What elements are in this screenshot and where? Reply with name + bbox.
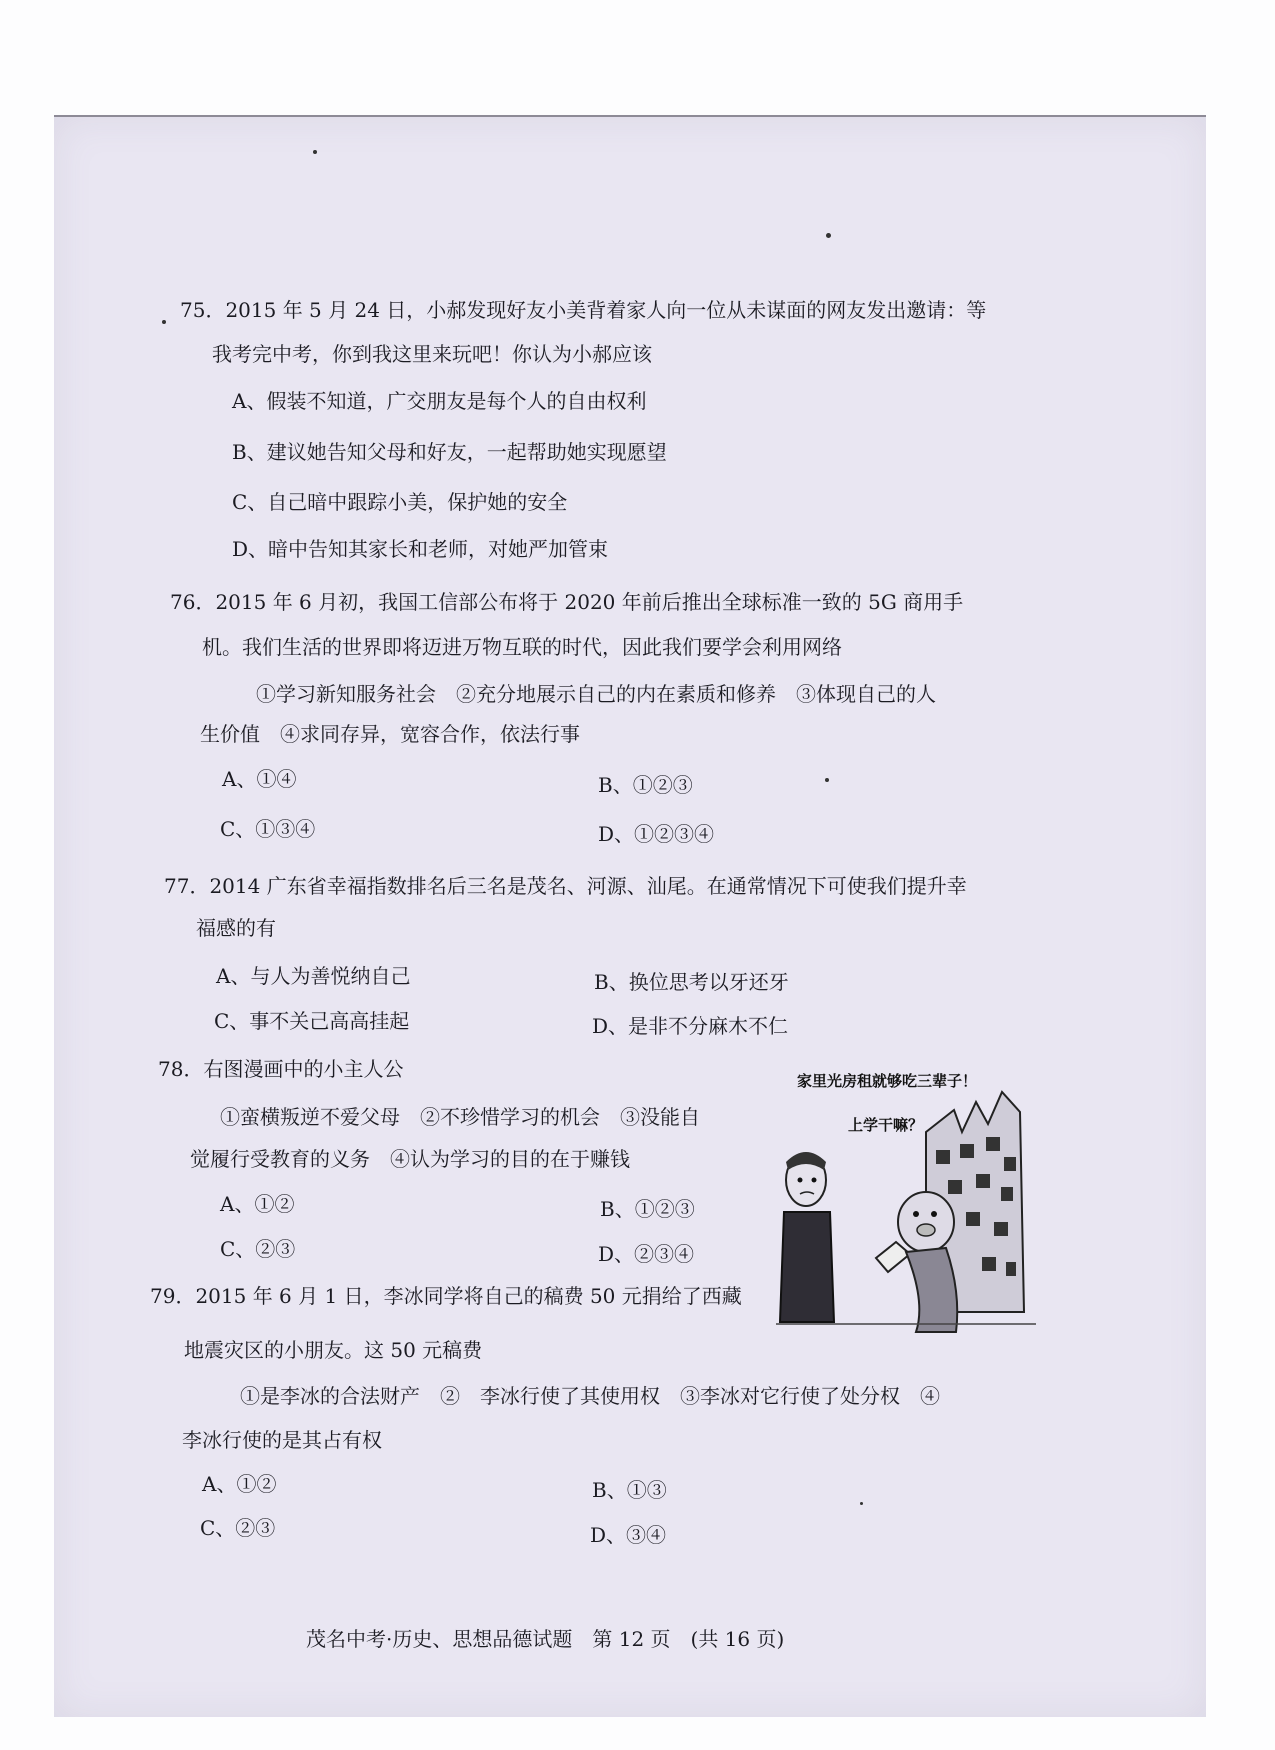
q78-option-b: B、①②③	[600, 1197, 695, 1221]
q79-option-a: A、①②	[202, 1472, 277, 1496]
q75-line-2: 我考完中考，你到我这里来玩吧！你认为小郝应该	[212, 342, 652, 366]
scan-speck	[860, 1502, 863, 1505]
q78-option-a: A、①②	[220, 1192, 295, 1216]
q76-option-b: B、①②③	[598, 773, 693, 797]
q79-line-2: 地震灾区的小朋友。这 50 元稿费	[184, 1338, 483, 1362]
q76-option-d: D、①②③④	[598, 822, 715, 846]
q76-line-2: 机。我们生活的世界即将迈进万物互联的时代，因此我们要学会利用网络	[202, 635, 842, 659]
q77-option-b: B、换位思考以牙还牙	[594, 970, 789, 994]
q75-line-1: 75．2015 年 5 月 24 日，小郝发现好友小美背着家人向一位从未谋面的网友发出邀请：等	[180, 298, 987, 322]
q78-option-c: C、②③	[220, 1237, 296, 1261]
q78-line-3: 觉履行受教育的义务 ④认为学习的目的在于赚钱	[190, 1147, 630, 1171]
q78-option-d: D、②③④	[598, 1242, 695, 1266]
q79-option-b: B、①③	[592, 1478, 667, 1502]
scan-speck	[825, 778, 829, 782]
q79-line-1: 79．2015 年 6 月 1 日，李冰同学将自己的稿费 50 元捐给了西藏	[150, 1284, 742, 1308]
q75-option-d: D、暗中告知其家长和老师，对她严加管束	[232, 537, 609, 561]
scan-speck	[313, 150, 317, 154]
q79-option-d: D、③④	[590, 1523, 667, 1547]
scan-speck	[826, 233, 831, 238]
q77-option-c: C、事不关己高高挂起	[214, 1009, 410, 1033]
cartoon-drawing	[776, 1062, 1038, 1352]
q76-line-4: 生价值 ④求同存异，宽容合作，依法行事	[200, 722, 580, 746]
q75-option-b: B、建议她告知父母和好友，一起帮助她实现愿望	[232, 440, 667, 464]
q75-option-a: A、假装不知道，广交朋友是每个人的自由权利	[232, 389, 647, 413]
q79-line-3: ①是李冰的合法财产 ② 李冰行使了其使用权 ③李冰对它行使了处分权 ④	[240, 1384, 940, 1408]
q79-line-4: 李冰行使的是其占有权	[182, 1428, 382, 1452]
q77-option-d: D、是非不分麻木不仁	[592, 1014, 789, 1038]
q76-option-a: A、①④	[222, 767, 297, 791]
q79-option-c: C、②③	[200, 1516, 276, 1540]
cartoon-speech-2: 上学干嘛？	[848, 1116, 924, 1134]
q77-line-2: 福感的有	[196, 916, 276, 940]
q76-option-c: C、①③④	[220, 817, 316, 841]
q78-line-2: ①蛮横叛逆不爱父母 ②不珍惜学习的机会 ③没能自	[220, 1105, 700, 1129]
q77-option-a: A、与人为善悦纳自己	[216, 964, 411, 988]
cartoon-speech-1: 家里光房租就够吃三辈子！	[797, 1072, 978, 1090]
q76-line-1: 76．2015 年 6 月初，我国工信部公布将于 2020 年前后推出全球标准一致的 5G 商用手	[170, 590, 964, 614]
q77-line-1: 77．2014 广东省幸福指数排名后三名是茂名、河源、汕尾。在通常情况下可使我们提升幸	[164, 874, 967, 898]
cartoon-figure	[776, 1062, 1038, 1352]
q75-option-c: C、自己暗中跟踪小美，保护她的安全	[232, 490, 568, 514]
q78-line-1: 78．右图漫画中的小主人公	[158, 1057, 404, 1081]
q76-line-3: ①学习新知服务社会 ②充分地展示自己的内在素质和修养 ③体现自己的人	[256, 682, 936, 706]
scan-speck	[162, 320, 166, 324]
page-footer: 茂名中考·历史、思想品德试题 第 12 页 (共 16 页)	[306, 1627, 785, 1651]
